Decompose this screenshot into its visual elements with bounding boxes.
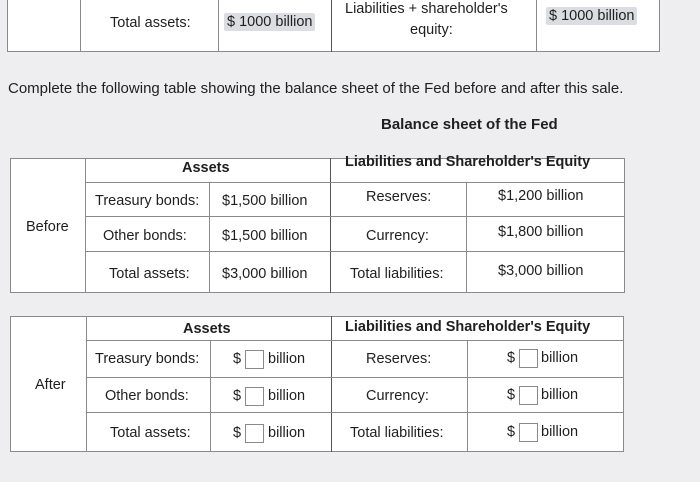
instruction-text: Complete the following table showing the balance sheet of the Fed before and after this sale.	[8, 80, 624, 97]
top-liabilities-label-line1: Liabilities + shareholder's	[345, 1, 508, 17]
before-assets-header: Assets	[182, 160, 230, 176]
before-currency-value: $1,800 billion	[498, 224, 584, 240]
after-treasury-unit: billion	[268, 351, 306, 367]
before-row-label: Before	[26, 219, 69, 235]
after-treasury-dollar: $	[233, 351, 242, 367]
after-currency-label: Currency:	[366, 388, 429, 404]
top-total-assets-value: $ 1000 billion	[224, 13, 315, 31]
after-reserves-label: Reserves:	[366, 351, 432, 367]
before-treasury-value: $1,500 billion	[222, 193, 308, 209]
before-total-assets-value: $3,000 billion	[222, 266, 308, 282]
top-liabilities-value: $ 1000 billion	[546, 7, 637, 25]
before-currency-label: Currency:	[366, 228, 429, 244]
after-total-assets-unit: billion	[268, 425, 306, 441]
before-liabilities-header: Liabilities and Shareholder's Equity	[345, 154, 591, 170]
after-liabilities-header: Liabilities and Shareholder's Equity	[345, 319, 591, 335]
after-total-assets-input[interactable]	[245, 424, 264, 443]
before-reserves-value: $1,200 billion	[498, 188, 584, 204]
after-currency-input[interactable]	[519, 386, 538, 405]
after-total-liabilities-input[interactable]	[519, 423, 538, 442]
after-currency-dollar: $	[507, 387, 516, 403]
after-reserves-dollar: $	[507, 350, 516, 366]
after-total-assets-dollar: $	[233, 425, 242, 441]
before-reserves-label: Reserves:	[366, 189, 432, 205]
after-assets-header: Assets	[183, 321, 231, 337]
after-other-bonds-dollar: $	[233, 388, 242, 404]
before-other-bonds-value: $1,500 billion	[222, 228, 308, 244]
before-treasury-label: Treasury bonds:	[95, 193, 200, 209]
before-other-bonds-label: Other bonds:	[103, 228, 187, 244]
top-total-assets-label: Total assets:	[110, 15, 191, 31]
after-reserves-unit: billion	[541, 350, 579, 366]
after-treasury-input[interactable]	[245, 350, 264, 369]
after-total-liabilities-label: Total liabilities:	[350, 425, 444, 441]
after-total-assets-label: Total assets:	[110, 425, 191, 441]
balance-sheet-title: Balance sheet of the Fed	[381, 116, 558, 133]
after-other-bonds-unit: billion	[268, 388, 306, 404]
after-other-bonds-label: Other bonds:	[105, 388, 189, 404]
before-total-liabilities-value: $3,000 billion	[498, 263, 584, 279]
after-total-liabilities-unit: billion	[541, 424, 579, 440]
after-reserves-input[interactable]	[519, 349, 538, 368]
before-total-liabilities-label: Total liabilities:	[350, 266, 444, 282]
after-currency-unit: billion	[541, 387, 579, 403]
after-other-bonds-input[interactable]	[245, 387, 264, 406]
before-total-assets-label: Total assets:	[109, 266, 190, 282]
top-liabilities-label-line2: equity:	[410, 22, 453, 38]
after-treasury-label: Treasury bonds:	[95, 351, 200, 367]
after-total-liabilities-dollar: $	[507, 424, 516, 440]
after-row-label: After	[35, 377, 66, 393]
